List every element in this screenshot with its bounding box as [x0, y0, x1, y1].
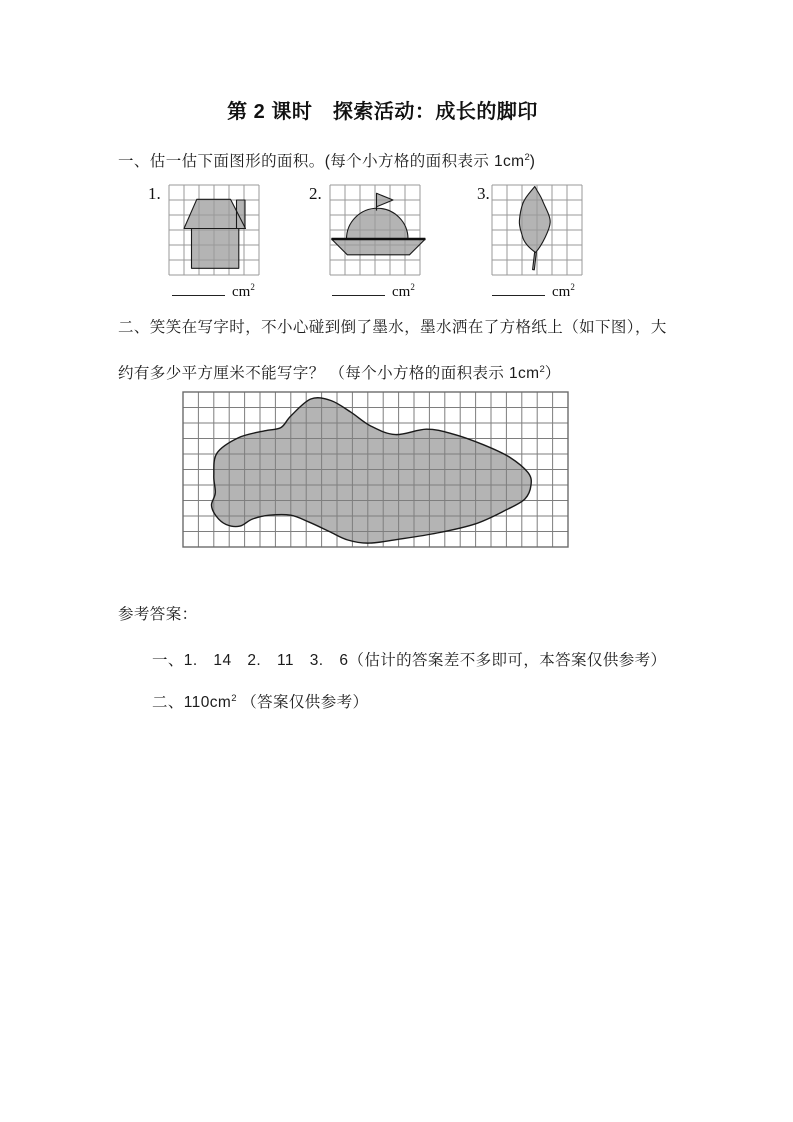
question1-prompt-text: 一、估一估下面图形的面积。(每个小方格的面积表示 1cm — [118, 153, 525, 170]
figure3-label: 3. — [477, 184, 490, 203]
answer-item-2 — [152, 688, 368, 713]
ink-blot-grid — [183, 392, 569, 548]
figure3-leaf-grid — [492, 185, 584, 277]
figure1-answer-blank — [172, 281, 255, 299]
figure1-unit: cm — [232, 284, 251, 300]
question1-prompt-close: ) — [529, 153, 536, 170]
page-title: 第 2 课时 探索活动：成长的脚印 — [227, 101, 538, 123]
figure2-boat-grid — [330, 185, 428, 277]
answer-item-1: 一、1. 14 2. 11 3. 6（估计的答案差不多即可，本答案仅供参考） — [152, 652, 667, 669]
figure2-label: 2. — [309, 184, 322, 203]
figure3-unit: cm — [552, 284, 571, 300]
figure3-answer-blank — [492, 281, 575, 299]
figure2-blank-line — [332, 281, 385, 296]
answers-heading: 参考答案： — [118, 606, 198, 623]
figure3-unit-superscript: 2 — [570, 282, 575, 292]
figure3-blank-line — [492, 281, 545, 296]
question2-line2-text: 约有多少平方厘米不能写字？ （每个小方格的面积表示 1cm — [118, 365, 540, 382]
figure2-answer-blank — [332, 281, 415, 299]
figure1-grid-lines — [169, 185, 259, 275]
question2-line2-superscript: 2 — [539, 364, 545, 375]
figure1-unit-superscript: 2 — [250, 282, 255, 292]
question1-prompt-superscript: 2 — [524, 152, 530, 163]
figure2-unit: cm — [392, 284, 411, 300]
question2-line2-close: ） — [544, 365, 561, 382]
answer-item-2-note: （答案仅供参考） — [236, 694, 369, 711]
answer-item-2-superscript: 2 — [231, 693, 237, 704]
figure1-house-grid — [169, 185, 261, 277]
figure3-grid-lines — [492, 185, 582, 275]
figure1-blank-line — [172, 281, 225, 296]
figure1-label: 1. — [148, 184, 161, 203]
question2-line1: 二、笑笑在写字时，不小心碰到倒了墨水，墨水洒在了方格纸上（如下图），大 — [118, 319, 667, 336]
question1-prompt — [118, 147, 535, 172]
question2-line2 — [118, 359, 561, 384]
figure2-unit-superscript: 2 — [410, 282, 415, 292]
answer-item-2-text: 二、110cm — [152, 694, 232, 711]
